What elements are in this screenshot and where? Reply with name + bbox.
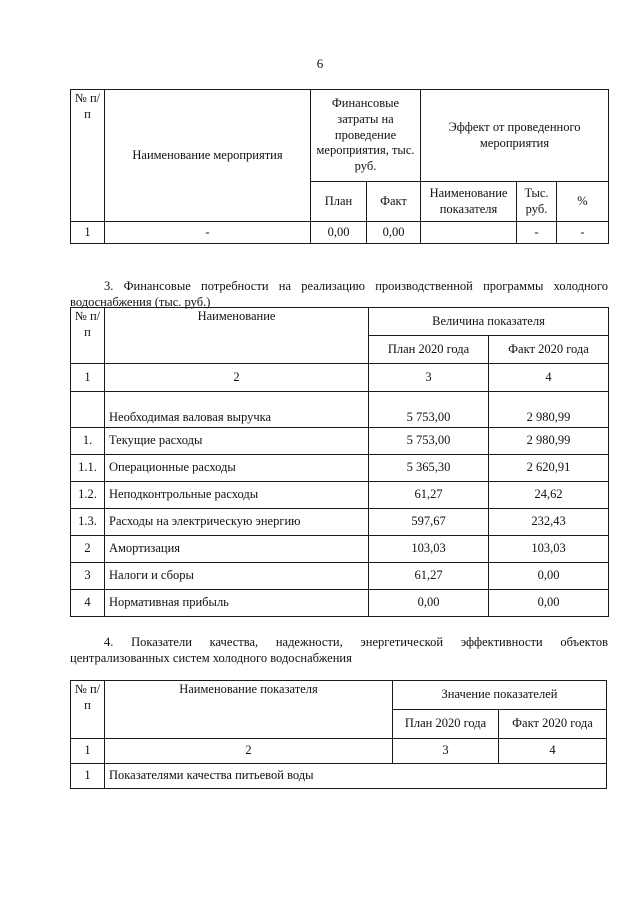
section-3-title-line2: водоснабжения (тыс. руб.) <box>70 295 211 309</box>
t2-row-plan: 5 753,00 <box>369 392 489 428</box>
t1-header-name: Наименование мероприятия <box>105 90 311 222</box>
t1-row-percent: - <box>557 222 609 244</box>
quality-indicators-table <box>70 680 607 789</box>
t2-row-plan: 5 365,30 <box>369 455 489 482</box>
t1-header-plan: План <box>311 182 367 222</box>
t1-header-effect: Эффект от проведенного мероприятия <box>421 90 609 182</box>
financial-needs-table <box>70 307 609 617</box>
t1-row-num: 1 <box>71 222 105 244</box>
t1-row-indicator <box>421 222 517 244</box>
t1-header-indicator: Наименование показателя <box>421 182 517 222</box>
page-number: 6 <box>316 56 324 71</box>
table-row <box>71 482 609 509</box>
table-row <box>71 455 609 482</box>
t2-row-name: Необходимая валовая выручка <box>105 392 369 428</box>
t2-row-fact: 103,03 <box>489 536 609 563</box>
t2-row-plan: 103,03 <box>369 536 489 563</box>
t2-row-name: Расходы на электрическую энергию <box>105 509 369 536</box>
t2-colnum-2: 2 <box>105 364 369 392</box>
t1-row-fact: 0,00 <box>367 222 421 244</box>
t2-colnum-1: 1 <box>71 364 105 392</box>
t3-header-name: Наименование показателя <box>105 681 393 739</box>
t2-header-name: Наименование <box>105 308 369 364</box>
t2-row-num: 1. <box>71 428 105 455</box>
section-3-heading <box>70 278 608 310</box>
table-row <box>71 536 609 563</box>
table-row <box>71 590 609 617</box>
t1-header-fact: Факт <box>367 182 421 222</box>
t3-header-value: Значение показателей <box>393 681 607 710</box>
t2-row-name: Нормативная прибыль <box>105 590 369 617</box>
t2-row-fact: 2 980,99 <box>489 392 609 428</box>
t2-header-value: Величина показателя <box>369 308 609 336</box>
t2-row-name: Амортизация <box>105 536 369 563</box>
t2-row-name: Налоги и сборы <box>105 563 369 590</box>
t2-row-fact: 2 620,91 <box>489 455 609 482</box>
t2-row-num <box>71 392 105 428</box>
t2-row-fact: 0,00 <box>489 590 609 617</box>
section-4-heading <box>70 634 608 666</box>
t2-header-fact: Факт 2020 года <box>489 336 609 364</box>
t2-row-fact: 0,00 <box>489 563 609 590</box>
t3-colnum-4: 4 <box>499 739 607 764</box>
t1-header-percent: % <box>557 182 609 222</box>
t2-row-num: 1.2. <box>71 482 105 509</box>
t2-row-name: Текущие расходы <box>105 428 369 455</box>
table-row <box>71 428 609 455</box>
t3-header-fact: Факт 2020 года <box>499 710 607 739</box>
t3-colnum-1: 1 <box>71 739 105 764</box>
t1-row-plan: 0,00 <box>311 222 367 244</box>
t2-row-plan: 61,27 <box>369 563 489 590</box>
section-4-title-line2: централизованных систем холодного водоснабжения <box>70 651 352 665</box>
t3-header-plan: План 2020 года <box>393 710 499 739</box>
t3-header-num: № п/п <box>71 681 105 739</box>
table-row <box>71 509 609 536</box>
t1-row-name: - <box>105 222 311 244</box>
t1-header-num: № п/п <box>71 90 105 222</box>
t2-row-num: 3 <box>71 563 105 590</box>
t3-colnum-3: 3 <box>393 739 499 764</box>
t2-row-name: Неподконтрольные расходы <box>105 482 369 509</box>
t2-row-plan: 5 753,00 <box>369 428 489 455</box>
t2-colnum-3: 3 <box>369 364 489 392</box>
section-3-title-line1: 3. Финансовые потребности на реализацию производственной программы холодного <box>104 279 608 293</box>
t2-row-num: 1.3. <box>71 509 105 536</box>
t2-header-num: № п/п <box>71 308 105 364</box>
t1-row-thousand: - <box>517 222 557 244</box>
t2-header-plan: План 2020 года <box>369 336 489 364</box>
t2-colnum-4: 4 <box>489 364 609 392</box>
t3-row-num: 1 <box>71 764 105 789</box>
t2-row-plan: 0,00 <box>369 590 489 617</box>
table-row <box>71 392 609 428</box>
t2-row-fact: 2 980,99 <box>489 428 609 455</box>
t1-header-costs: Финансовые затраты на проведение мероприятия, тыс. руб. <box>311 90 421 182</box>
t2-row-plan: 597,67 <box>369 509 489 536</box>
table-row <box>71 764 607 789</box>
table-row <box>71 563 609 590</box>
t2-row-num: 2 <box>71 536 105 563</box>
t2-row-num: 1.1. <box>71 455 105 482</box>
t3-colnum-2: 2 <box>105 739 393 764</box>
t1-header-thousand: Тыс. руб. <box>517 182 557 222</box>
t2-row-plan: 61,27 <box>369 482 489 509</box>
t2-row-fact: 24,62 <box>489 482 609 509</box>
event-effect-table <box>70 89 609 244</box>
t2-row-name: Операционные расходы <box>105 455 369 482</box>
t3-row-name: Показателями качества питьевой воды <box>105 764 607 789</box>
section-4-title-line1: 4. Показатели качества, надежности, энергетической эффективности объектов <box>104 635 608 649</box>
t2-row-fact: 232,43 <box>489 509 609 536</box>
t2-row-num: 4 <box>71 590 105 617</box>
